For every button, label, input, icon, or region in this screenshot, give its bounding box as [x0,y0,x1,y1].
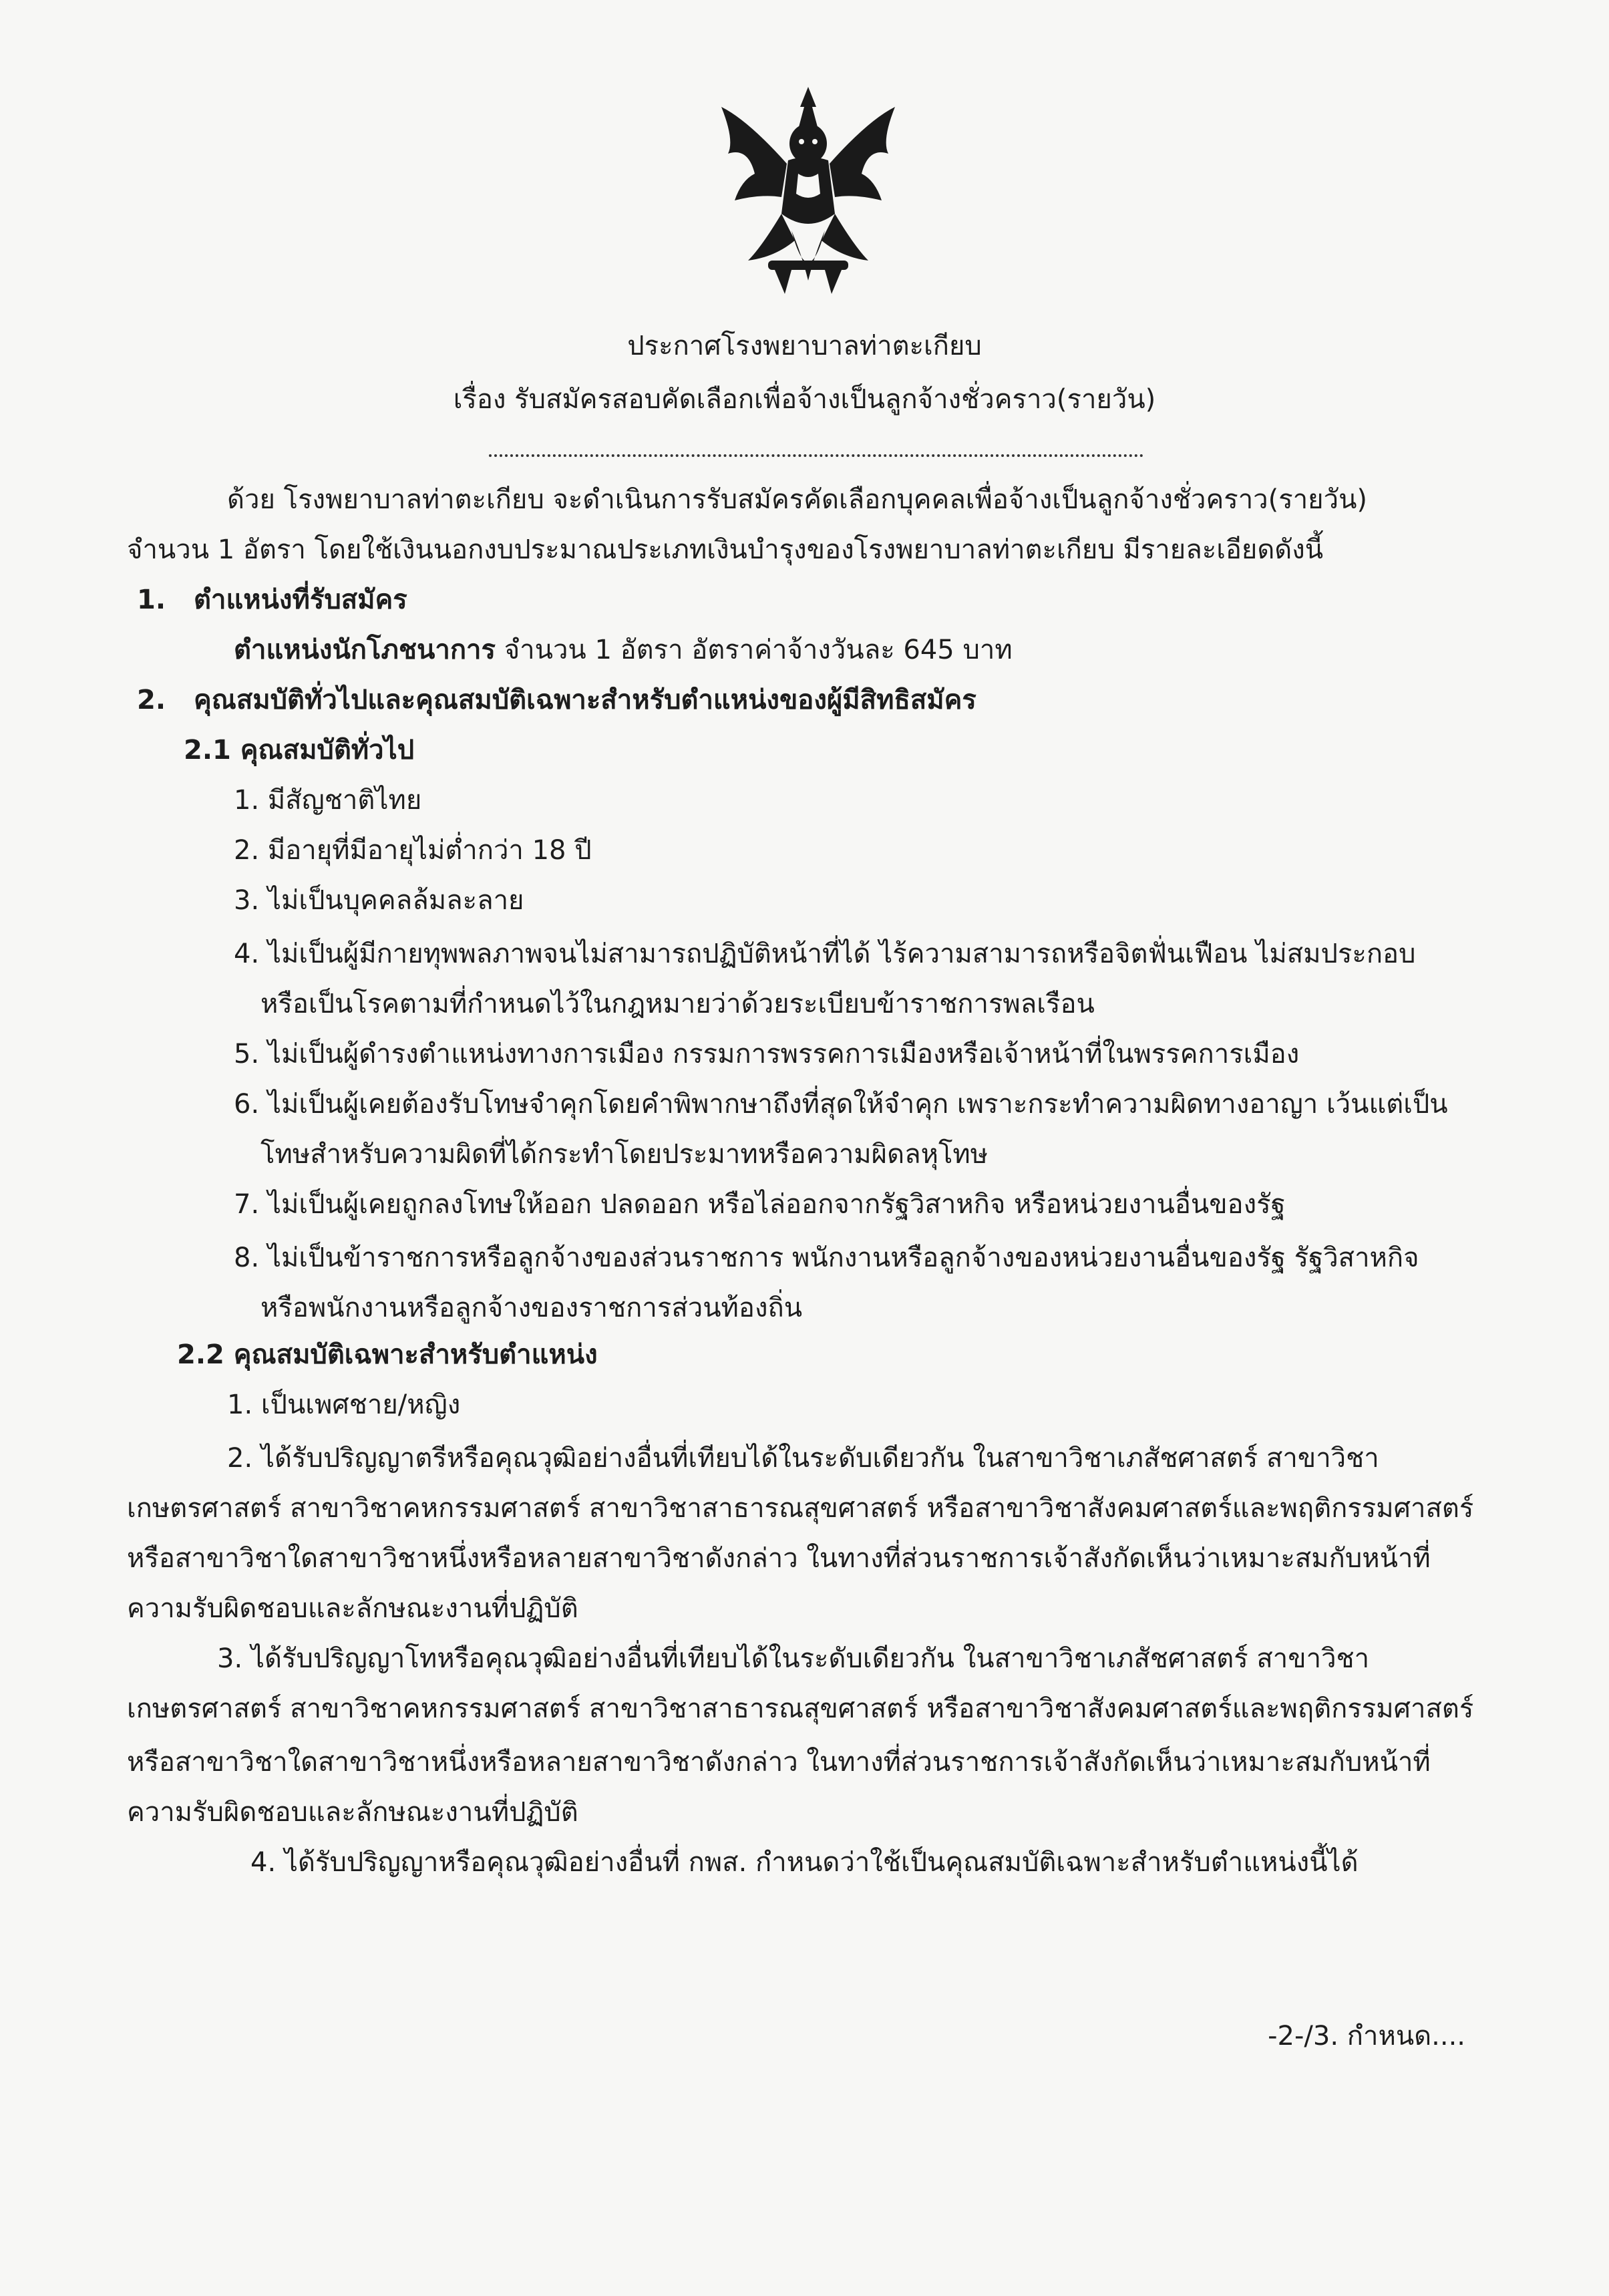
specific-qualification-line: หรือสาขาวิชาใดสาขาวิชาหนึ่งหรือหลายสาขาวิชาดังกล่าว ในทางที่ส่วนราชการเจ้าสังกัดเห็นว่าเหมาะสมกับหน้าที่ [127,1747,1431,1778]
specific-qualification-line: หรือสาขาวิชาใดสาขาวิชาหนึ่งหรือหลายสาขาวิชาดังกล่าว ในทางที่ส่วนราชการเจ้าสังกัดเห็นว่าเหมาะสมกับหน้าที่ [127,1543,1431,1574]
specific-qualification-line: 2. ได้รับปริญญาตรีหรือคุณวุฒิอย่างอื่นที่เทียบได้ในระดับเดียวกัน ในสาขาวิชาเภสัชศาสตร์ สาขาวิชา [227,1443,1379,1474]
specific-qualification-line: เกษตรศาสตร์ สาขาวิชาคหกรรมศาสตร์ สาขาวิชาสาธารณสุขศาสตร์ หรือสาขาวิชาสังคมศาสตร์และพฤติกรรมศาสตร์ [127,1493,1474,1524]
separator-dots [489,454,1143,457]
qualification-line: หรือเป็นโรคตามที่กำหนดไว้ในกฎหมายว่าด้วยระเบียบข้าราชการพลเรือน [260,989,1095,1019]
specific-qualification-line: 4. ได้รับปริญญาหรือคุณวุฒิอย่างอื่นที่ กพส. กำหนดว่าใช้เป็นคุณสมบัติเฉพาะสำหรับตำแหน่งนี้ได้ [250,1847,1359,1878]
specific-qualification-line: ความรับผิดชอบและลักษณะงานที่ปฏิบัติ [127,1797,578,1828]
garuda-emblem-icon [708,80,908,301]
section-2-number: 2. [137,685,166,715]
subsection-2-1-heading: 2.1 คุณสมบัติทั่วไป [184,735,415,766]
qualification-line: 2. มีอายุที่มีอายุไม่ต่ำกว่า 18 ปี [234,835,592,866]
page-continuation: -2-/3. กำหนด.... [1268,2021,1465,2052]
intro-line-1: ด้วย โรงพยาบาลท่าตะเกียบ จะดำเนินการรับสมัครคัดเลือกบุคคลเพื่อจ้างเป็นลูกจ้างชั่วคราว(รายวัน) [227,484,1368,515]
specific-qualification-line: 3. ได้รับปริญญาโทหรือคุณวุฒิอย่างอื่นที่เทียบได้ในระดับเดียวกัน ในสาขาวิชาเภสัชศาสตร์ สาขาวิชา [217,1643,1370,1674]
subsection-2-2-heading: 2.2 คุณสมบัติเฉพาะสำหรับตำแหน่ง [177,1339,598,1370]
position-label: ตำแหน่งนักโภชนาการ [234,635,496,665]
position-line [234,631,1013,669]
qualification-line: 5. ไม่เป็นผู้ดำรงตำแหน่งทางการเมือง กรรมการพรรคการเมืองหรือเจ้าหน้าที่ในพรรคการเมือง [234,1039,1300,1070]
section-2-heading: คุณสมบัติทั่วไปและคุณสมบัติเฉพาะสำหรับตำแหน่งของผู้มีสิทธิสมัคร [194,685,976,715]
qualification-line: โทษสำหรับความผิดที่ได้กระทำโดยประมาทหรือความผิดลหุโทษ [260,1139,989,1170]
position-detail: จำนวน 1 อัตรา อัตราค่าจ้างวันละ 645 บาท [496,635,1013,665]
section-1-number: 1. [137,585,166,615]
qualification-line: 3. ไม่เป็นบุคคลล้มละลาย [234,885,524,916]
qualification-line: 1. มีสัญชาติไทย [234,785,422,816]
intro-line-2: จำนวน 1 อัตรา โดยใช้เงินนอกงบประมาณประเภทเงินบำรุงของโรงพยาบาลท่าตะเกียบ มีรายละเอียดดังนี้ [127,534,1324,565]
qualification-line: หรือพนักงานหรือลูกจ้างของราชการส่วนท้องถิ่น [260,1293,803,1323]
qualification-line: 8. ไม่เป็นข้าราชการหรือลูกจ้างของส่วนราชการ พนักงานหรือลูกจ้างของหน่วยงานอื่นของรัฐ รัฐวิสาหกิจ [234,1243,1419,1273]
qualification-line: 6. ไม่เป็นผู้เคยต้องรับโทษจำคุกโดยคำพิพากษาถึงที่สุดให้จำคุก เพราะกระทำความผิดทางอาญา เว้นแต่เป็น [234,1089,1448,1120]
specific-qualification-line: ความรับผิดชอบและลักษณะงานที่ปฏิบัติ [127,1593,578,1624]
qualification-line: 4. ไม่เป็นผู้มีกายทุพพลภาพจนไม่สามารถปฏิบัติหน้าที่ได้ ไร้ความสามารถหรือจิตฟั่นเฟือน ไม่สมประกอบ [234,939,1416,969]
announcement-subject: เรื่อง รับสมัครสอบคัดเลือกเพื่อจ้างเป็นลูกจ้างชั่วคราว(รายวัน) [453,384,1156,415]
qualification-line: 7. ไม่เป็นผู้เคยถูกลงโทษให้ออก ปลดออก หรือไล่ออกจากรัฐวิสาหกิจ หรือหน่วยงานอื่นของรัฐ [234,1189,1286,1220]
section-1-heading: ตำแหน่งที่รับสมัคร [194,585,407,615]
specific-qualification-line: 1. เป็นเพศชาย/หญิง [227,1389,461,1420]
announcement-title: ประกาศโรงพยาบาลท่าตะเกียบ [627,331,982,361]
specific-qualification-line: เกษตรศาสตร์ สาขาวิชาคหกรรมศาสตร์ สาขาวิชาสาธารณสุขศาสตร์ หรือสาขาวิชาสังคมศาสตร์และพฤติกรรมศาสตร์ [127,1693,1474,1724]
